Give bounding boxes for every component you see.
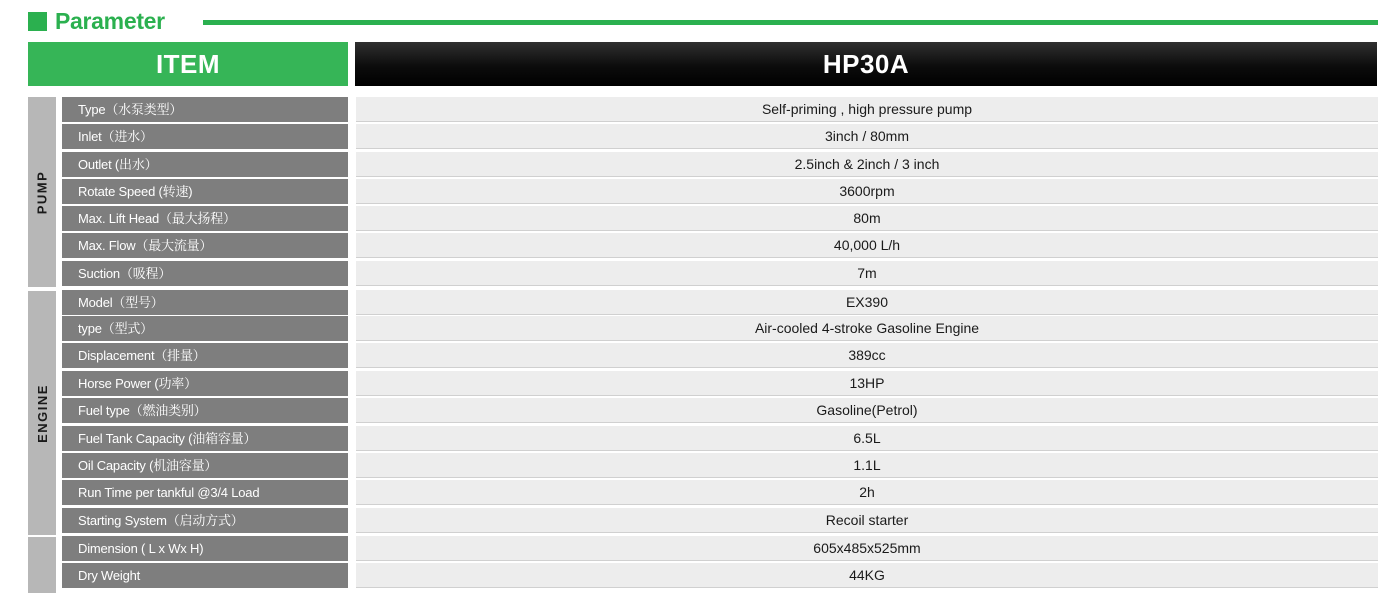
row-value: Recoil starter: [356, 508, 1378, 533]
row-label: Dry Weight: [62, 563, 348, 588]
row-value: Self-priming , high pressure pump: [356, 97, 1378, 122]
row-label: Dimension ( L x Wx H): [62, 536, 348, 561]
row-label: Fuel Tank Capacity (油箱容量）: [62, 426, 348, 451]
row-value: 13HP: [356, 371, 1378, 396]
row-label: Max. Flow（最大流量）: [62, 233, 348, 258]
item-column-header: ITEM: [28, 42, 348, 86]
row-value: Air-cooled 4-stroke Gasoline Engine: [356, 316, 1378, 341]
row-value: 2h: [356, 480, 1378, 505]
row-value: 3600rpm: [356, 179, 1378, 204]
model-column-header: HP30A: [355, 42, 1377, 86]
row-label: Horse Power (功率）: [62, 371, 348, 396]
row-label: Model（型号）: [62, 290, 348, 315]
row-label: Inlet（进水）: [62, 124, 348, 149]
group-label-engine: ENGINE: [34, 383, 50, 443]
row-value: Gasoline(Petrol): [356, 398, 1378, 423]
row-value: 1.1L: [356, 453, 1378, 478]
row-label: Starting System（启动方式）: [62, 508, 348, 533]
row-label: Displacement（排量）: [62, 343, 348, 368]
row-value: 3inch / 80mm: [356, 124, 1378, 149]
row-label: Outlet (出水）: [62, 152, 348, 177]
row-label: Run Time per tankful @3/4 Load: [62, 480, 348, 505]
section-title: Parameter: [55, 8, 165, 34]
row-value: EX390: [356, 290, 1378, 315]
row-label: Fuel type（燃油类别）: [62, 398, 348, 423]
row-label: Type（水泵类型）: [62, 97, 348, 122]
row-value: 7m: [356, 261, 1378, 286]
row-label: type（型式）: [62, 316, 348, 341]
row-label: Suction（吸程）: [62, 261, 348, 286]
row-value: 40,000 L/h: [356, 233, 1378, 258]
row-value: 6.5L: [356, 426, 1378, 451]
group-general: [28, 537, 56, 593]
row-label: Oil Capacity (机油容量）: [62, 453, 348, 478]
section-marker-icon: [28, 12, 47, 31]
row-value: 389cc: [356, 343, 1378, 368]
section-divider: [203, 20, 1378, 25]
row-value: 605x485x525mm: [356, 536, 1378, 561]
group-pump: [28, 97, 56, 287]
group-label-pump: PUMP: [34, 170, 50, 214]
group-engine: [28, 291, 56, 535]
row-label: Max. Lift Head（最大扬程）: [62, 206, 348, 231]
section-header: [28, 6, 1378, 36]
row-value: 80m: [356, 206, 1378, 231]
row-label: Rotate Speed (转速): [62, 179, 348, 204]
row-value: 44KG: [356, 563, 1378, 588]
row-value: 2.5inch & 2inch / 3 inch: [356, 152, 1378, 177]
